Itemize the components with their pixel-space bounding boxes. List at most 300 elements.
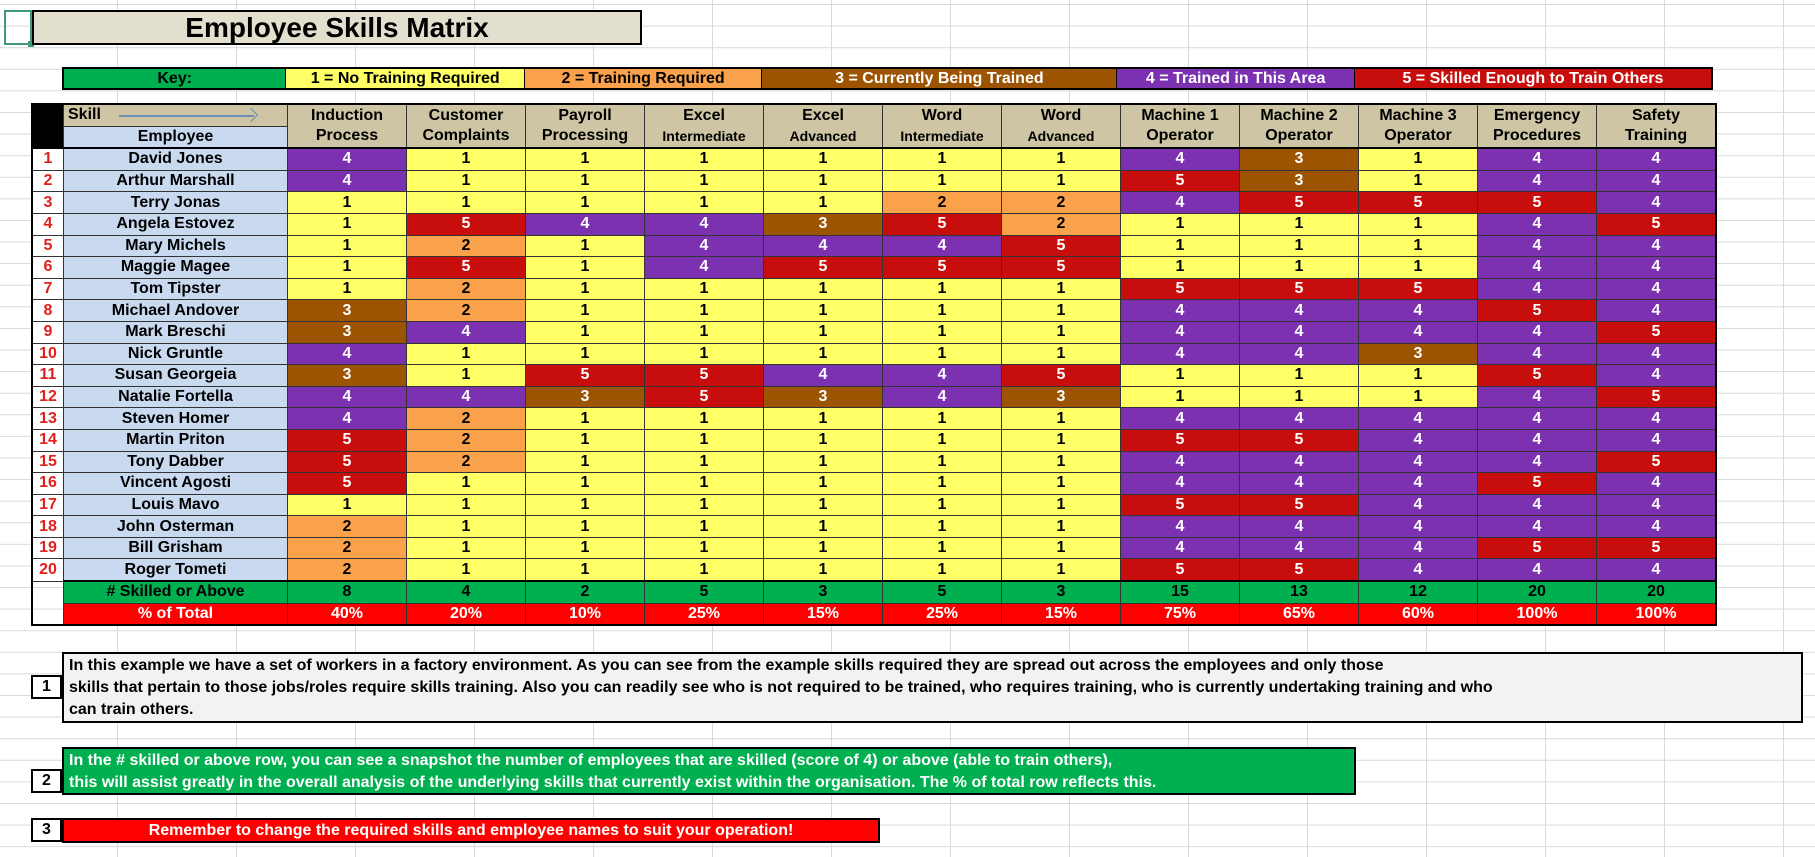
score-cell[interactable]: 4: [1240, 343, 1359, 365]
skill-column-header[interactable]: [1240, 104, 1359, 148]
score-cell[interactable]: 4: [645, 213, 764, 235]
skill-column-header[interactable]: [407, 104, 526, 148]
score-cell[interactable]: 4: [1597, 278, 1717, 300]
score-cell[interactable]: 4: [1359, 321, 1478, 343]
score-cell[interactable]: 5: [1121, 559, 1240, 581]
score-cell[interactable]: 1: [288, 257, 407, 279]
score-cell[interactable]: 4: [1597, 516, 1717, 538]
score-cell[interactable]: 4: [1121, 473, 1240, 495]
score-cell[interactable]: 1: [1002, 429, 1121, 451]
score-cell[interactable]: 4: [1121, 321, 1240, 343]
score-cell[interactable]: 4: [1359, 537, 1478, 559]
score-cell[interactable]: 1: [645, 192, 764, 214]
score-cell[interactable]: 4: [1240, 408, 1359, 430]
score-cell[interactable]: 1: [1359, 213, 1478, 235]
score-cell[interactable]: 4: [883, 386, 1002, 408]
score-cell[interactable]: 1: [764, 537, 883, 559]
score-cell[interactable]: 1: [764, 429, 883, 451]
score-cell[interactable]: 4: [1240, 516, 1359, 538]
score-cell[interactable]: 4: [1121, 537, 1240, 559]
employee-name-cell[interactable]: David Jones: [64, 148, 288, 170]
score-cell[interactable]: 4: [1121, 343, 1240, 365]
score-cell[interactable]: 3: [526, 386, 645, 408]
employee-name-cell[interactable]: Arthur Marshall: [64, 170, 288, 192]
employee-name-cell[interactable]: Louis Mavo: [64, 494, 288, 516]
score-cell[interactable]: 4: [1478, 429, 1597, 451]
score-cell[interactable]: 4: [883, 365, 1002, 387]
score-cell[interactable]: 5: [1240, 429, 1359, 451]
score-cell[interactable]: 5: [288, 429, 407, 451]
score-cell[interactable]: 1: [764, 494, 883, 516]
table-row: [32, 192, 1716, 214]
score-cell[interactable]: 5: [1240, 278, 1359, 300]
score-cell[interactable]: 1: [883, 148, 1002, 170]
score-cell[interactable]: 1: [407, 343, 526, 365]
skill-name-line2: Procedures: [1492, 127, 1582, 145]
score-cell[interactable]: 1: [1002, 170, 1121, 192]
score-cell[interactable]: 2: [407, 429, 526, 451]
note-text-line: In this example we have a set of workers in a factory environment. As you can see from the example skills required they are spread out across the employees and only those: [69, 657, 1384, 674]
skill-column-header[interactable]: [883, 104, 1002, 148]
score-cell[interactable]: 1: [645, 278, 764, 300]
skill-column-header[interactable]: [1121, 104, 1240, 148]
score-cell[interactable]: 1: [764, 278, 883, 300]
score-cell[interactable]: 4: [1240, 537, 1359, 559]
score-cell[interactable]: 4: [1359, 559, 1478, 581]
note-box-1[interactable]: [62, 652, 1803, 723]
score-cell[interactable]: 1: [1121, 365, 1240, 387]
score-cell[interactable]: 4: [1478, 148, 1597, 170]
score-cell[interactable]: 4: [1240, 473, 1359, 495]
score-cell[interactable]: 4: [1478, 451, 1597, 473]
score-cell[interactable]: 1: [764, 516, 883, 538]
score-cell[interactable]: 5: [1121, 170, 1240, 192]
score-cell[interactable]: 2: [407, 408, 526, 430]
score-cell[interactable]: 3: [764, 213, 883, 235]
score-cell[interactable]: 4: [1597, 408, 1717, 430]
score-cell[interactable]: 1: [1002, 148, 1121, 170]
score-cell[interactable]: 4: [1478, 213, 1597, 235]
score-cell[interactable]: 4: [1240, 451, 1359, 473]
score-cell[interactable]: 1: [764, 451, 883, 473]
score-cell[interactable]: 1: [883, 321, 1002, 343]
score-cell[interactable]: 3: [288, 321, 407, 343]
score-cell[interactable]: 4: [1597, 473, 1717, 495]
score-cell[interactable]: 1: [1121, 235, 1240, 257]
score-cell[interactable]: 4: [1597, 148, 1717, 170]
note-box-2[interactable]: [62, 747, 1356, 795]
score-cell[interactable]: 1: [883, 170, 1002, 192]
score-cell[interactable]: 1: [645, 516, 764, 538]
score-cell[interactable]: 1: [764, 559, 883, 581]
score-cell[interactable]: 4: [1597, 559, 1717, 581]
score-cell[interactable]: 5: [1359, 192, 1478, 214]
score-cell[interactable]: 4: [1597, 192, 1717, 214]
score-cell[interactable]: 2: [407, 300, 526, 322]
percent-cell: 100%: [1597, 603, 1717, 625]
score-cell[interactable]: 1: [1002, 408, 1121, 430]
score-cell[interactable]: 3: [1240, 148, 1359, 170]
score-cell[interactable]: 5: [1240, 192, 1359, 214]
score-cell[interactable]: 1: [1359, 170, 1478, 192]
score-cell[interactable]: 1: [526, 192, 645, 214]
score-cell[interactable]: 1: [764, 170, 883, 192]
score-cell[interactable]: 4: [1478, 516, 1597, 538]
score-cell[interactable]: 4: [1478, 386, 1597, 408]
score-cell[interactable]: 1: [1359, 257, 1478, 279]
score-cell[interactable]: 2: [1002, 192, 1121, 214]
skill-header-cell: [64, 104, 288, 126]
score-cell[interactable]: 5: [1121, 278, 1240, 300]
score-cell[interactable]: 1: [407, 559, 526, 581]
score-cell[interactable]: 4: [1597, 170, 1717, 192]
employee-name-cell[interactable]: Susan Georgeia: [64, 365, 288, 387]
employee-name-cell[interactable]: John Osterman: [64, 516, 288, 538]
score-cell[interactable]: 4: [288, 148, 407, 170]
score-cell[interactable]: 4: [1478, 278, 1597, 300]
skill-name-line2: Processing: [541, 127, 629, 145]
score-cell[interactable]: 1: [1002, 537, 1121, 559]
employee-name-cell[interactable]: Steven Homer: [64, 408, 288, 430]
percent-cell: 15%: [764, 603, 883, 625]
score-cell[interactable]: 1: [645, 559, 764, 581]
score-cell[interactable]: 4: [526, 213, 645, 235]
score-cell[interactable]: 2: [407, 235, 526, 257]
score-cell[interactable]: 1: [1002, 451, 1121, 473]
employee-name-cell[interactable]: Roger Tometi: [64, 559, 288, 581]
row-number: 8: [32, 300, 64, 322]
score-cell[interactable]: 2: [883, 192, 1002, 214]
employee-name-cell[interactable]: Angela Estovez: [64, 213, 288, 235]
skill-column-header[interactable]: [1478, 104, 1597, 148]
score-cell[interactable]: 1: [526, 257, 645, 279]
score-cell[interactable]: 5: [1359, 278, 1478, 300]
score-cell[interactable]: 4: [764, 365, 883, 387]
score-cell[interactable]: 1: [526, 148, 645, 170]
empty-cell: [32, 603, 64, 625]
score-cell[interactable]: 1: [407, 473, 526, 495]
score-cell[interactable]: 5: [1002, 235, 1121, 257]
table-row: [32, 321, 1716, 343]
score-cell[interactable]: 1: [764, 192, 883, 214]
score-cell[interactable]: 5: [1597, 213, 1717, 235]
score-cell[interactable]: 5: [288, 451, 407, 473]
score-cell[interactable]: 1: [407, 192, 526, 214]
score-cell[interactable]: 4: [1240, 321, 1359, 343]
score-cell[interactable]: 1: [645, 343, 764, 365]
score-cell[interactable]: 1: [883, 451, 1002, 473]
score-cell[interactable]: 1: [407, 516, 526, 538]
score-cell[interactable]: 4: [407, 321, 526, 343]
employee-name-cell[interactable]: Tony Dabber: [64, 451, 288, 473]
score-cell[interactable]: 5: [1478, 192, 1597, 214]
score-cell[interactable]: 1: [407, 365, 526, 387]
score-cell[interactable]: 4: [1121, 451, 1240, 473]
score-cell[interactable]: 1: [288, 494, 407, 516]
score-cell[interactable]: 4: [1478, 559, 1597, 581]
employee-name-cell[interactable]: Natalie Fortella: [64, 386, 288, 408]
employee-name-cell[interactable]: Mark Breschi: [64, 321, 288, 343]
score-cell[interactable]: 1: [526, 516, 645, 538]
score-cell[interactable]: 3: [764, 386, 883, 408]
score-cell[interactable]: 1: [883, 473, 1002, 495]
skilled-count-cell: 20: [1597, 581, 1717, 603]
score-cell[interactable]: 5: [764, 257, 883, 279]
note-box-3[interactable]: [62, 818, 880, 843]
score-cell[interactable]: 5: [526, 365, 645, 387]
score-cell[interactable]: 5: [1002, 257, 1121, 279]
employee-name-cell[interactable]: Bill Grisham: [64, 537, 288, 559]
score-cell[interactable]: 1: [883, 343, 1002, 365]
score-cell[interactable]: 4: [1359, 516, 1478, 538]
score-cell[interactable]: 1: [407, 148, 526, 170]
score-cell[interactable]: 4: [1478, 257, 1597, 279]
score-cell[interactable]: 1: [1359, 386, 1478, 408]
score-cell[interactable]: 1: [645, 170, 764, 192]
score-cell[interactable]: 4: [1359, 408, 1478, 430]
score-cell[interactable]: 4: [1359, 451, 1478, 473]
score-cell[interactable]: 5: [1597, 386, 1717, 408]
score-cell[interactable]: 1: [1002, 516, 1121, 538]
score-cell[interactable]: 1: [1240, 386, 1359, 408]
skill-name-line1: Customer: [428, 107, 504, 125]
score-cell[interactable]: 1: [645, 494, 764, 516]
score-cell[interactable]: 1: [526, 278, 645, 300]
employee-name-cell[interactable]: Martin Priton: [64, 429, 288, 451]
score-cell[interactable]: 1: [883, 278, 1002, 300]
row-number: 19: [32, 537, 64, 559]
employee-name-cell[interactable]: Michael Andover: [64, 300, 288, 322]
score-cell[interactable]: 4: [288, 343, 407, 365]
score-cell[interactable]: 5: [645, 386, 764, 408]
score-cell[interactable]: 1: [645, 473, 764, 495]
score-cell[interactable]: 5: [1597, 537, 1717, 559]
score-cell[interactable]: 1: [526, 473, 645, 495]
skill-column-header[interactable]: [764, 104, 883, 148]
score-cell[interactable]: 1: [1002, 494, 1121, 516]
score-cell[interactable]: 1: [526, 559, 645, 581]
score-cell[interactable]: 1: [1002, 559, 1121, 581]
skill-column-header[interactable]: [645, 104, 764, 148]
score-cell[interactable]: 4: [1359, 429, 1478, 451]
score-cell[interactable]: 4: [1478, 494, 1597, 516]
score-cell[interactable]: 2: [1002, 213, 1121, 235]
score-cell[interactable]: 1: [883, 516, 1002, 538]
score-cell[interactable]: 1: [526, 429, 645, 451]
score-cell[interactable]: 1: [526, 170, 645, 192]
score-cell[interactable]: 4: [1478, 170, 1597, 192]
score-cell[interactable]: 1: [883, 559, 1002, 581]
score-cell[interactable]: 1: [764, 473, 883, 495]
score-cell[interactable]: 4: [1597, 365, 1717, 387]
score-cell[interactable]: 1: [526, 451, 645, 473]
score-cell[interactable]: 4: [1121, 408, 1240, 430]
score-cell[interactable]: 1: [883, 494, 1002, 516]
score-cell[interactable]: 5: [1478, 365, 1597, 387]
skill-column-header[interactable]: [526, 104, 645, 148]
score-cell[interactable]: 4: [1597, 235, 1717, 257]
score-cell[interactable]: 4: [1597, 494, 1717, 516]
employee-name-cell[interactable]: Tom Tipster: [64, 278, 288, 300]
score-cell[interactable]: 4: [1597, 300, 1717, 322]
score-cell[interactable]: 1: [1240, 365, 1359, 387]
score-cell[interactable]: 5: [407, 213, 526, 235]
score-cell[interactable]: 4: [1597, 429, 1717, 451]
employee-name-cell[interactable]: Vincent Agosti: [64, 473, 288, 495]
score-cell[interactable]: 4: [407, 386, 526, 408]
score-cell[interactable]: 1: [526, 494, 645, 516]
selected-cell-indicator[interactable]: [4, 10, 32, 45]
score-cell[interactable]: 1: [1240, 257, 1359, 279]
skilled-count-cell: 15: [1121, 581, 1240, 603]
employee-name-cell[interactable]: Mary Michels: [64, 235, 288, 257]
score-cell[interactable]: 1: [1002, 321, 1121, 343]
score-cell[interactable]: 1: [645, 321, 764, 343]
score-cell[interactable]: 1: [288, 213, 407, 235]
skill-column-header[interactable]: [288, 104, 407, 148]
score-cell[interactable]: 1: [645, 451, 764, 473]
score-cell[interactable]: 1: [526, 321, 645, 343]
skill-column-header[interactable]: [1359, 104, 1478, 148]
score-cell[interactable]: 1: [645, 429, 764, 451]
score-cell[interactable]: 1: [1240, 235, 1359, 257]
score-cell[interactable]: 1: [764, 148, 883, 170]
score-cell[interactable]: 4: [1597, 343, 1717, 365]
score-cell[interactable]: 4: [288, 170, 407, 192]
skill-name-line1: Word: [1040, 107, 1082, 125]
skill-column-header[interactable]: [1597, 104, 1717, 148]
score-cell[interactable]: 1: [1240, 213, 1359, 235]
score-cell[interactable]: 1: [1002, 300, 1121, 322]
score-cell[interactable]: 1: [1359, 148, 1478, 170]
score-cell[interactable]: 4: [1121, 516, 1240, 538]
score-cell[interactable]: 1: [883, 537, 1002, 559]
score-cell[interactable]: 5: [1121, 494, 1240, 516]
score-cell[interactable]: 1: [1121, 213, 1240, 235]
score-cell[interactable]: 4: [1121, 192, 1240, 214]
score-cell[interactable]: 1: [526, 408, 645, 430]
employee-name-cell[interactable]: Terry Jonas: [64, 192, 288, 214]
score-cell[interactable]: 1: [288, 278, 407, 300]
score-cell[interactable]: 1: [288, 235, 407, 257]
score-cell[interactable]: 4: [1121, 148, 1240, 170]
skilled-count-cell: 13: [1240, 581, 1359, 603]
score-cell[interactable]: 1: [645, 148, 764, 170]
employee-name-cell[interactable]: Maggie Magee: [64, 257, 288, 279]
score-cell[interactable]: 1: [407, 494, 526, 516]
score-cell[interactable]: 1: [1121, 386, 1240, 408]
row-number: 15: [32, 451, 64, 473]
score-cell[interactable]: 1: [645, 300, 764, 322]
score-cell[interactable]: 5: [1240, 559, 1359, 581]
table-row: [32, 494, 1716, 516]
score-cell[interactable]: 1: [764, 321, 883, 343]
score-cell[interactable]: 1: [1002, 278, 1121, 300]
score-cell[interactable]: 1: [645, 408, 764, 430]
score-cell[interactable]: 1: [526, 300, 645, 322]
score-cell[interactable]: 1: [1002, 473, 1121, 495]
score-cell[interactable]: 1: [883, 300, 1002, 322]
score-cell[interactable]: 5: [1478, 473, 1597, 495]
score-cell[interactable]: 4: [645, 235, 764, 257]
score-cell[interactable]: 2: [288, 516, 407, 538]
score-cell[interactable]: 1: [526, 235, 645, 257]
score-cell[interactable]: 4: [1478, 235, 1597, 257]
key-item-1: 1 = No Training Required: [286, 69, 524, 88]
employee-name-cell[interactable]: Nick Gruntle: [64, 343, 288, 365]
row-number: 1: [32, 148, 64, 170]
score-cell[interactable]: 4: [1359, 494, 1478, 516]
score-cell[interactable]: 3: [1240, 170, 1359, 192]
score-cell[interactable]: 1: [407, 537, 526, 559]
score-cell[interactable]: 5: [407, 257, 526, 279]
score-cell[interactable]: 5: [1002, 365, 1121, 387]
score-cell[interactable]: 2: [407, 451, 526, 473]
score-cell[interactable]: 1: [883, 408, 1002, 430]
score-cell[interactable]: 1: [1359, 235, 1478, 257]
skill-column-header[interactable]: [1002, 104, 1121, 148]
score-cell[interactable]: 4: [1121, 300, 1240, 322]
score-cell[interactable]: 4: [1359, 473, 1478, 495]
score-cell[interactable]: 5: [1121, 429, 1240, 451]
score-cell[interactable]: 1: [764, 408, 883, 430]
score-cell[interactable]: 4: [288, 386, 407, 408]
score-cell[interactable]: 4: [288, 408, 407, 430]
score-cell[interactable]: 4: [1478, 321, 1597, 343]
score-cell[interactable]: 1: [645, 537, 764, 559]
score-cell[interactable]: 1: [526, 537, 645, 559]
score-cell[interactable]: 1: [407, 170, 526, 192]
score-cell[interactable]: 1: [288, 192, 407, 214]
score-cell[interactable]: 5: [288, 473, 407, 495]
score-cell[interactable]: 5: [1478, 300, 1597, 322]
score-cell[interactable]: 2: [288, 559, 407, 581]
score-cell[interactable]: 5: [1478, 537, 1597, 559]
score-cell[interactable]: 3: [288, 300, 407, 322]
score-cell[interactable]: 5: [1597, 321, 1717, 343]
score-cell[interactable]: 5: [645, 365, 764, 387]
score-cell[interactable]: 1: [764, 343, 883, 365]
score-cell[interactable]: 5: [883, 257, 1002, 279]
score-cell[interactable]: 3: [1359, 343, 1478, 365]
note-number-3: 3: [31, 818, 62, 842]
score-cell[interactable]: 1: [1002, 343, 1121, 365]
score-cell[interactable]: 5: [1597, 451, 1717, 473]
score-cell[interactable]: 3: [1002, 386, 1121, 408]
row-number: 20: [32, 559, 64, 581]
score-cell[interactable]: 2: [288, 537, 407, 559]
score-cell[interactable]: 4: [1240, 300, 1359, 322]
score-cell[interactable]: 5: [883, 213, 1002, 235]
score-cell[interactable]: 5: [1240, 494, 1359, 516]
score-cell[interactable]: 1: [1121, 257, 1240, 279]
score-cell[interactable]: 1: [1359, 365, 1478, 387]
score-cell[interactable]: 1: [526, 343, 645, 365]
skill-name-line2: Advanced: [1027, 128, 1095, 145]
score-cell[interactable]: 4: [1359, 300, 1478, 322]
score-cell[interactable]: 4: [1478, 343, 1597, 365]
skilled-count-cell: 12: [1359, 581, 1478, 603]
score-cell[interactable]: 4: [645, 257, 764, 279]
score-cell[interactable]: 4: [1597, 257, 1717, 279]
score-cell[interactable]: 2: [407, 278, 526, 300]
score-cell[interactable]: 4: [1478, 408, 1597, 430]
score-cell[interactable]: 1: [883, 429, 1002, 451]
score-cell[interactable]: 4: [764, 235, 883, 257]
score-cell[interactable]: 1: [764, 300, 883, 322]
score-cell[interactable]: 4: [883, 235, 1002, 257]
score-cell[interactable]: 3: [288, 365, 407, 387]
